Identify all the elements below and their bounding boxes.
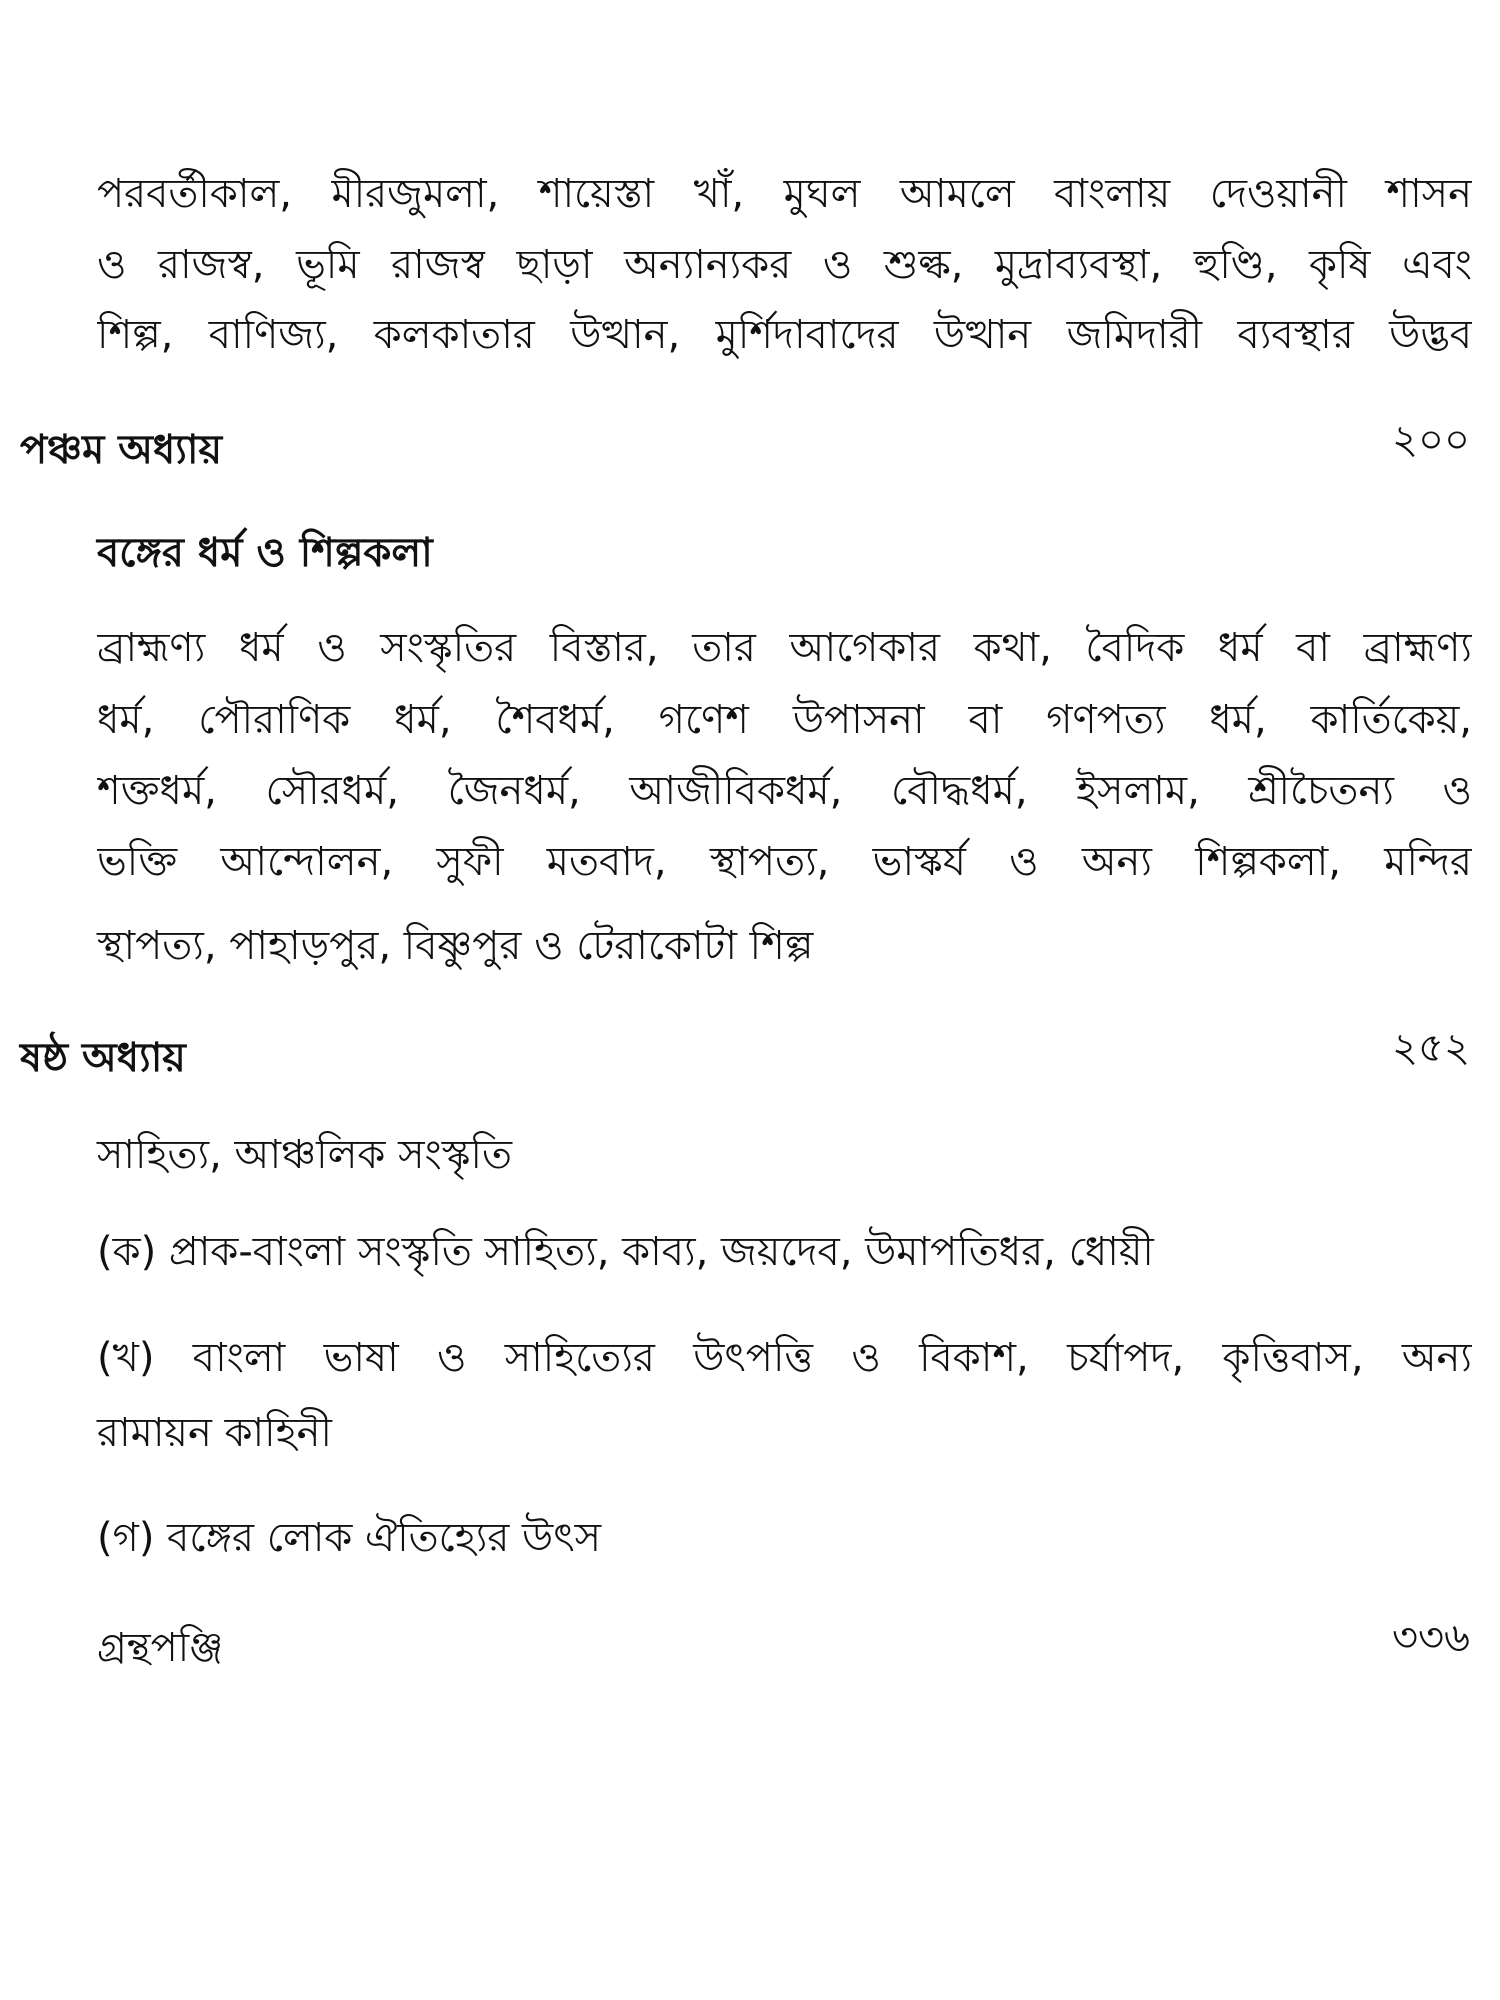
intro-line: শিল্প, বাণিজ্য, কলকাতার উত্থান, মুর্শিদাবাদের উত্থান জমিদারী ব্যবস্থার উদ্ভব bbox=[97, 312, 1472, 358]
chapter6-item-kha-cont: রামায়ন কাহিনী bbox=[97, 1410, 332, 1456]
intro-line: ও রাজস্ব, ভূমি রাজস্ব ছাড়া অন্যান্যকর ও শুল্ক, মুদ্রাব্যবস্থা, হুণ্ডি, কৃষি এবং bbox=[97, 242, 1472, 288]
bibliography-title: গ্রন্থপঞ্জি bbox=[97, 1625, 224, 1671]
chapter6-subtitle: সাহিত্য, আঞ্চলিক সংস্কৃতি bbox=[97, 1132, 512, 1178]
chapter6-item-ga: (গ) বঙ্গের লোক ঐতিহ্যের উৎস bbox=[97, 1515, 602, 1561]
chapter6-title: ষষ্ঠ অধ্যায় bbox=[20, 1035, 186, 1081]
chapter6-item-ka: (ক) প্রাক-বাংলা সংস্কৃতি সাহিত্য, কাব্য, জয়দেব, উমাপতিধর, ধোয়ী bbox=[97, 1229, 1154, 1275]
chapter5-line: স্থাপত্য, পাহাড়পুর, বিষ্ণুপুর ও টেরাকোটা শিল্প bbox=[97, 923, 814, 969]
intro-line: পরবর্তীকাল, মীরজুমলা, শায়েস্তা খাঁ, মুঘল আমলে বাংলায় দেওয়ানী শাসন bbox=[97, 171, 1472, 217]
bibliography-page: ৩৩৬ bbox=[1391, 1615, 1470, 1661]
chapter6-page: ২৫২ bbox=[1392, 1025, 1470, 1071]
chapter5-line: শক্তধর্ম, সৌরধর্ম, জৈনধর্ম, আজীবিকধর্ম, বৌদ্ধধর্ম, ইসলাম, শ্রীচৈতন্য ও bbox=[97, 768, 1472, 814]
chapter6-item-kha: (খ) বাংলা ভাষা ও সাহিত্যের উৎপত্তি ও বিকাশ, চর্যাপদ, কৃত্তিবাস, অন্য bbox=[97, 1335, 1472, 1381]
chapter5-title: পঞ্চম অধ্যায় bbox=[20, 427, 223, 473]
chapter5-line: ধর্ম, পৌরাণিক ধর্ম, শৈবধর্ম, গণেশ উপাসনা বা গণপত্য ধর্ম, কার্তিকেয়, bbox=[97, 697, 1472, 743]
chapter5-line: ভক্তি আন্দোলন, সুফী মতবাদ, স্থাপত্য, ভাস্কর্য ও অন্য শিল্পকলা, মন্দির bbox=[97, 839, 1472, 885]
chapter5-page: ২০০ bbox=[1391, 417, 1470, 463]
chapter5-subtitle: বঙ্গের ধর্ম ও শিল্পকলা bbox=[97, 530, 433, 576]
chapter5-line: ব্রাহ্মণ্য ধর্ম ও সংস্কৃতির বিস্তার, তার আগেকার কথা, বৈদিক ধর্ম বা ব্রাহ্মণ্য bbox=[97, 625, 1472, 671]
